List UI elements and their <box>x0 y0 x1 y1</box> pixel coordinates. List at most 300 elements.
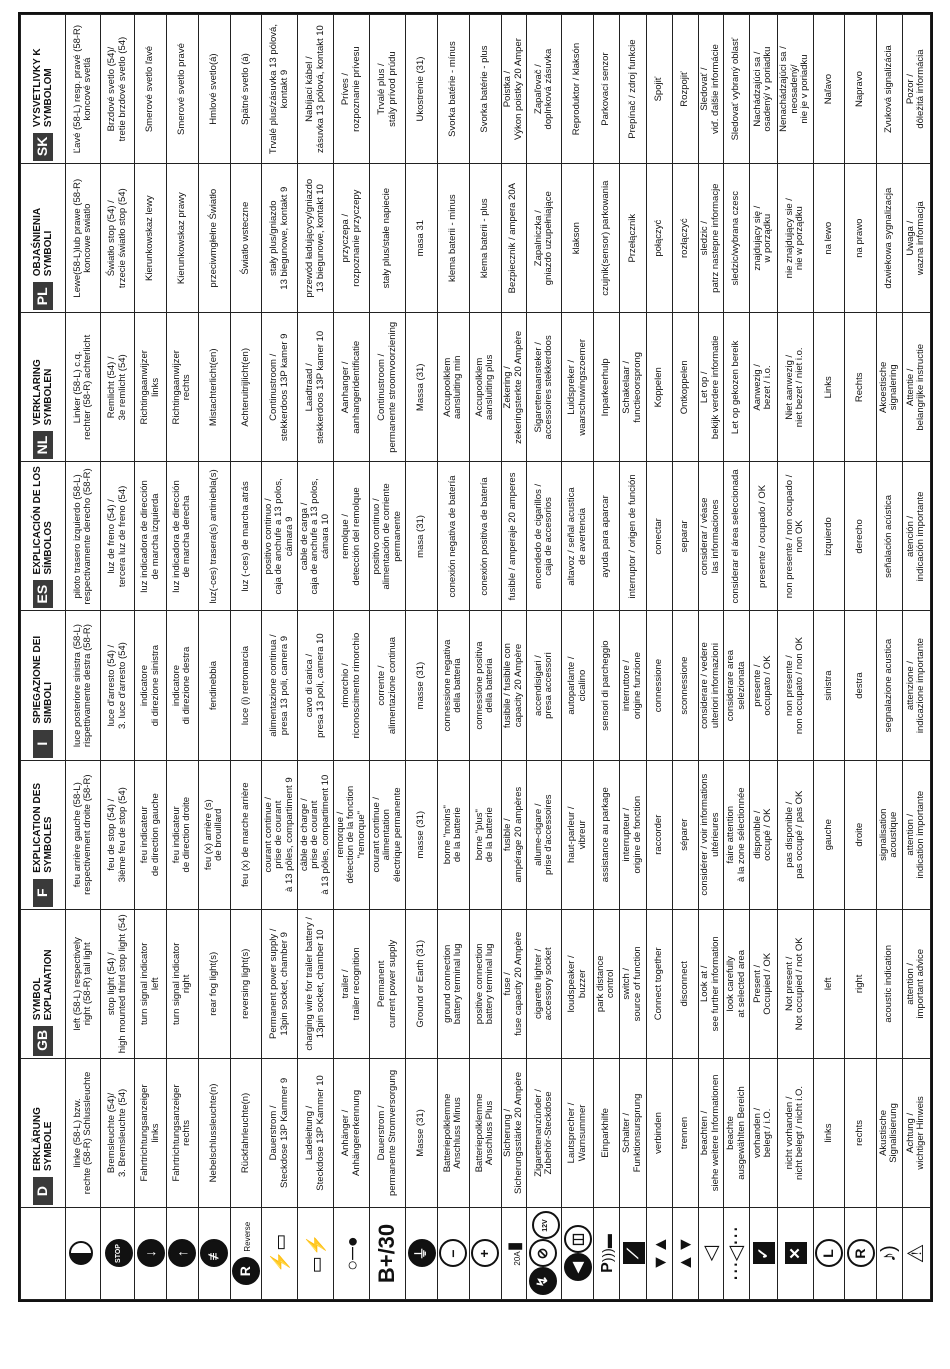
description-cell-sk: Rozpojiť <box>673 15 699 164</box>
description-cell-nl: Richtingaanwijzer links <box>135 313 167 462</box>
table-row <box>813 15 845 1300</box>
description-cell-nl: Richtingaanwijzer rechts <box>167 313 199 462</box>
description-cell-i: connessione <box>647 611 673 760</box>
description-cell-pl: Lewe(58-L)lub prawe (58-R) koncowe swiatlo <box>66 164 101 313</box>
language-header-nl <box>21 313 66 462</box>
language-code-badge: ES <box>33 581 53 609</box>
description-cell-pl: Zapalniczka / gniazdo uzupełniające <box>527 164 562 313</box>
description-cell-pl: Kierunkowskaz prawy <box>167 164 199 313</box>
description-cell-f: droite <box>845 760 877 909</box>
description-cell-gb: reversing light(s) <box>230 909 262 1058</box>
description-cell-gb: park distance control <box>593 909 619 1058</box>
disconnect-icon <box>673 1208 699 1300</box>
description-cell-pl: Światło stop (54) / trzecie światło stop (54) <box>101 164 135 313</box>
description-cell-es: señalación acústica <box>877 462 903 611</box>
description-cell-d: Sicherung / Sicherungsstärke 20 Ampère <box>501 1058 527 1207</box>
description-cell-i: corrente / alimentazione continua <box>370 611 406 760</box>
description-cell-es: separar <box>673 462 699 611</box>
language-header-title: ERKLÄRUNG SYMBOLE <box>32 1107 54 1171</box>
description-cell-d: vorhanden / belegt / i.O. <box>749 1058 777 1207</box>
warning-icon <box>902 1208 930 1300</box>
language-header-pl <box>21 164 66 313</box>
description-cell-f: courant continue / prise de courant à 13 pôles, compartiment 9 <box>262 760 298 909</box>
description-cell-sk: Trvalé plus / stály prívod prúdu <box>370 15 406 164</box>
description-cell-d: Schalter / Funktionsursprung <box>619 1058 647 1207</box>
description-cell-i: sconnessione <box>673 611 699 760</box>
description-cell-d: beachten / siehe weitere Informationen <box>698 1058 724 1207</box>
description-cell-pl: sledzic/wybrana czesc <box>724 164 750 313</box>
description-cell-nl: Aanwezig / bezet / i.o. <box>749 313 777 462</box>
language-header-title: VERKLARING SYMBOLEN <box>32 359 54 426</box>
switch-icon <box>619 1208 647 1300</box>
description-cell-nl: Rechts <box>845 313 877 462</box>
description-cell-nl: Mistachterlicht(en) <box>198 313 230 462</box>
description-cell-nl: Sigarettenaansteker / accessoires stekkerdoos <box>527 313 562 462</box>
description-cell-i: masse (31) <box>406 611 438 760</box>
description-cell-nl: Linker (58-L) c.q. rechter (58-R) achterlicht <box>66 313 101 462</box>
description-cell-es: altavoz / señal acustica de avertencia <box>562 462 594 611</box>
table-row <box>724 15 750 1300</box>
description-cell-sk: Svorka batérie - mínus <box>438 15 470 164</box>
language-header-title: VYSVETLIVKY K SYMBOLOM <box>32 48 54 128</box>
description-cell-sk: Pozor / dôležitá informácia <box>902 15 930 164</box>
description-cell-pl: znajdujący się / w porządku <box>749 164 777 313</box>
cross-icon <box>777 1208 813 1300</box>
description-cell-f: allume-cigare / prise d'accessoires <box>527 760 562 909</box>
icon-glyph: ♪) <box>878 1245 901 1262</box>
description-cell-es: izquierdo <box>813 462 845 611</box>
language-code-badge: GB <box>33 1026 53 1056</box>
language-header-title: EXPLICATION DES SYMBOLES <box>32 782 54 873</box>
description-cell-sk: Brzdové svetlo (54)/ tretie brzdové svetlo (54) <box>101 15 135 164</box>
description-cell-es: conexión positiva de batería <box>469 462 501 611</box>
description-cell-d: Achtung / wichtiger Hinweis <box>902 1058 930 1207</box>
description-cell-sk: Napravo <box>845 15 877 164</box>
description-cell-pl: przyczepa / rozpoznanie przyczepy <box>334 164 370 313</box>
description-cell-d: Lautsprecher / Warnsummer <box>562 1058 594 1207</box>
description-cell-es: luz indicadora de dirección de marcha derecha <box>167 462 199 611</box>
description-cell-d: linke (58-L) bzw. rechte (58-R) Schlussleuchte <box>66 1058 101 1207</box>
table-row <box>298 15 334 1300</box>
table-row <box>438 15 470 1300</box>
icon-glyph: R <box>232 1257 260 1285</box>
description-cell-sk: Spätné svetlo (á) <box>230 15 262 164</box>
table-row <box>527 15 562 1300</box>
description-cell-gb: Ground or Earth (31) <box>406 909 438 1058</box>
park-assist-icon <box>593 1208 619 1300</box>
description-cell-f: feu indicateur de direction gauche <box>135 760 167 909</box>
description-cell-gb: rear fog light(s) <box>198 909 230 1058</box>
description-cell-f: assistance au parkage <box>593 760 619 909</box>
description-cell-d: Rückfahrleuchte(n) <box>230 1058 262 1207</box>
description-cell-pl: Uwaga / wazna informacja <box>902 164 930 313</box>
permanent-power-icon <box>262 1208 298 1300</box>
eye-icon <box>698 1208 724 1300</box>
icon-glyph: ▲▼ <box>675 1235 696 1272</box>
description-cell-pl: klema baterii - plus <box>469 164 501 313</box>
description-cell-pl: masa 31 <box>406 164 438 313</box>
description-cell-sk: Nabíjací kábel / zásuvka 13 pólová, kontakt 10 <box>298 15 334 164</box>
description-cell-i: interruttore / origine funzione <box>619 611 647 760</box>
icon-glyph: ↑ <box>168 1240 196 1268</box>
description-cell-d: Fahrtrichtungsanzeiger rechts <box>167 1058 199 1207</box>
description-cell-nl: Let op gekozen bereik <box>724 313 750 462</box>
description-cell-es: ayuda para aparcar <box>593 462 619 611</box>
icon-glyph: B+/30 <box>374 1223 400 1284</box>
description-cell-i: luce posteriore sinistra (58-L) rispettivamente destra (58-R) <box>66 611 101 760</box>
description-cell-pl: Przełącznik <box>619 164 647 313</box>
description-cell-d: Batteriepolklemme Anschluss Plus <box>469 1058 501 1207</box>
trailer-icon <box>334 1208 370 1300</box>
icon-glyph: ↯ <box>529 1268 557 1296</box>
description-cell-d: Masse (31) <box>406 1058 438 1207</box>
language-header-title: SYMBOL EXPLANATION <box>32 949 54 1021</box>
description-cell-f: séparer <box>673 760 699 909</box>
icon-glyph: ≢ <box>200 1240 228 1268</box>
description-cell-pl: rozłączyć <box>673 164 699 313</box>
description-cell-gb: left (58-L) respectively right (58-R) tail light <box>66 909 101 1058</box>
language-header-title: EXPLICACIÓN DE LOS SÍMBOLOS <box>32 466 54 575</box>
description-cell-gb: stop light (54) / high mounted third stop light (54) <box>101 909 135 1058</box>
icon-glyph: ⏚ <box>408 1240 436 1268</box>
table-row <box>198 15 230 1300</box>
description-cell-d: Dauerstrom / Steckdose 13P Kammer 9 <box>262 1058 298 1207</box>
description-cell-f: signalisation acoustique <box>877 760 903 909</box>
description-cell-f: feu (x) de marche arrière <box>230 760 262 909</box>
description-cell-gb: attention / important advice <box>902 909 930 1058</box>
icon-glyph: ⚠ <box>903 1243 929 1264</box>
icon-glyph: ○─● <box>341 1236 362 1271</box>
description-cell-gb: Permanent power supply / 13pin socket, chamber 9 <box>262 909 298 1058</box>
icon-glyph: ✕ <box>785 1243 807 1265</box>
table-row <box>673 15 699 1300</box>
description-cell-nl: Niet aanwezig / niet bezet / niet i.o. <box>777 313 813 462</box>
description-cell-d: Akustische Signalisierung <box>877 1058 903 1207</box>
description-cell-sk: Ukostrenie (31) <box>406 15 438 164</box>
language-header-i <box>21 611 66 760</box>
acoustic-icon <box>877 1208 903 1300</box>
table-row <box>845 15 877 1300</box>
language-header-gb <box>21 909 66 1058</box>
description-cell-gb: Permanent current power supply <box>370 909 406 1058</box>
description-cell-gb: turn signal indicator left <box>135 909 167 1058</box>
table-row <box>562 15 594 1300</box>
description-cell-gb: Connect together <box>647 909 673 1058</box>
description-cell-nl: Continustroom / stekkerdoos 13P kamer 9 <box>262 313 298 462</box>
description-cell-nl: Laadtraad / stekkerdoos 13P kamer 10 <box>298 313 334 462</box>
description-cell-d: Ladeleitung / Steckdose 13P Kammer 10 <box>298 1058 334 1207</box>
description-cell-pl: połączyć <box>647 164 673 313</box>
description-cell-i: connessione negativa della batteria <box>438 611 470 760</box>
description-cell-sk: Sledovať vybraný oblasť <box>724 15 750 164</box>
description-cell-sk: Naľavo <box>813 15 845 164</box>
cigarette-lighter-icon <box>527 1208 562 1300</box>
description-cell-f: fusible / ampérage 20 ampères <box>501 760 527 909</box>
description-cell-es: masa (31) <box>406 462 438 611</box>
description-cell-d: Nebelschlussleuchte(n) <box>198 1058 230 1207</box>
description-cell-d: Anhänger / Anhängererkennung <box>334 1058 370 1207</box>
description-cell-i: luce d'arresto (54) / 3. luce d'arresto (54) <box>101 611 135 760</box>
description-cell-f: câble de charge / prise de courant à 13 pôles, compartiment 10 <box>298 760 334 909</box>
description-cell-f: feu indicateur de direction droite <box>167 760 199 909</box>
table-row <box>777 15 813 1300</box>
table-row <box>698 15 724 1300</box>
description-cell-d: rechts <box>845 1058 877 1207</box>
description-cell-es: interruptor / origen de función <box>619 462 647 611</box>
table-row <box>101 15 135 1300</box>
icon-glyph: ↓ <box>137 1240 165 1268</box>
description-cell-gb: trailer / trailer recognition <box>334 909 370 1058</box>
description-cell-nl: Ontkoppelen <box>673 313 699 462</box>
description-cell-gb: look carefully at selected area <box>724 909 750 1058</box>
description-cell-i: fendinebbia <box>198 611 230 760</box>
left-half-circle-icon <box>66 1208 101 1300</box>
icon-glyph: R <box>847 1240 875 1268</box>
table-row <box>370 15 406 1300</box>
right-circle-icon <box>845 1208 877 1300</box>
description-cell-pl: Bezpiecznik / ampera 20A <box>501 164 527 313</box>
description-cell-es: conectar <box>647 462 673 611</box>
eye-area-icon <box>724 1208 750 1300</box>
description-cell-f: masse (31) <box>406 760 438 909</box>
description-cell-pl: nie znajdujący sie / nie w porządku <box>777 164 813 313</box>
description-cell-f: attention / indication importante <box>902 760 930 909</box>
description-cell-es: encendedo de cigarillos / caja de accesorios <box>527 462 562 611</box>
description-cell-d: links <box>813 1058 845 1207</box>
fuse-icon <box>501 1208 527 1300</box>
table-row <box>66 15 101 1300</box>
description-cell-sk: Ľavé (58-L) resp. pravé (58-R) koncové svetlá <box>66 15 101 164</box>
description-cell-pl: na prawo <box>845 164 877 313</box>
language-header-es <box>21 462 66 611</box>
table-row <box>167 15 199 1300</box>
description-cell-i: connessione positiva della batteria <box>469 611 501 760</box>
language-header-title: SPIEGAZIONE DEI SIMBOLI <box>32 635 54 724</box>
description-cell-i: presente / occupato / OK <box>749 611 777 760</box>
table-row <box>749 15 777 1300</box>
icon-glyph: 20A <box>512 1251 522 1266</box>
icon-glyph: ⚡▭ <box>269 1233 290 1274</box>
table-row <box>230 15 262 1300</box>
icon-glyph: + <box>471 1240 499 1268</box>
description-cell-nl: Remlicht (54) / 3e remlicht (54) <box>101 313 135 462</box>
fog-light-icon <box>198 1208 230 1300</box>
description-cell-d: Dauerstrom / permanente Stromversorgung <box>370 1058 406 1207</box>
symbol-table-body <box>66 15 931 1300</box>
icon-glyph: )))▬ <box>599 1234 616 1263</box>
icon-glyph <box>68 1241 94 1267</box>
description-cell-pl: na lewo <box>813 164 845 313</box>
icon-glyph: ▮ <box>503 1241 524 1252</box>
description-cell-nl: Koppelen <box>647 313 673 462</box>
description-cell-i: sinistra <box>813 611 845 760</box>
description-cell-f: haut-parleur / vibreur <box>562 760 594 909</box>
description-cell-gb: disconnect <box>673 909 699 1058</box>
stop-icon <box>101 1208 135 1300</box>
description-cell-gb: switch / source of function <box>619 909 647 1058</box>
description-cell-pl: przeciwmgłełne Światło <box>198 164 230 313</box>
description-cell-pl: stały plus/gniazdo 13 biegunowe, kontakt 9 <box>262 164 298 313</box>
icon-glyph: − <box>439 1240 467 1268</box>
description-cell-sk: Reproduktor / klaksón <box>562 15 594 164</box>
description-cell-i: fusibile / fusibile con capacity 20 Ampère <box>501 611 527 760</box>
description-cell-pl: czujnik(sensor) parkowania <box>593 164 619 313</box>
icon-glyph: 12V <box>532 1212 560 1240</box>
description-cell-es: derecho <box>845 462 877 611</box>
table-row <box>406 15 438 1300</box>
language-code-badge: SK <box>33 133 53 161</box>
description-cell-f: borne "plus" de la batterie <box>469 760 501 909</box>
icon-glyph: ⟋ <box>623 1243 645 1265</box>
description-cell-d: Batteriepolklemme Anschluss Minus <box>438 1058 470 1207</box>
description-cell-gb: cigarette lighter / accessory socket <box>527 909 562 1058</box>
table-row <box>262 15 298 1300</box>
table-row <box>135 15 167 1300</box>
description-cell-f: considérer / voir informations ultérieures <box>698 760 724 909</box>
connect-icon <box>647 1208 673 1300</box>
symbol-legend-sheet <box>18 12 933 1302</box>
description-cell-sk: Príves / rozpoznanie prívesu <box>334 15 370 164</box>
table-row <box>593 15 619 1300</box>
description-cell-pl: przewód ładującycy/gniazdo 13 biegunowe, kontakt 10 <box>298 164 334 313</box>
description-cell-sk: Trvalé plus/zásuvka 13 pólová, kontakt 9 <box>262 15 298 164</box>
description-cell-sk: Zapaľovač / doplnková zásuvka <box>527 15 562 164</box>
description-cell-es: positivo continuo / caja de anchufe a 13 polos, cámara 9 <box>262 462 298 611</box>
description-cell-gb: Not present / Not occupied / not OK <box>777 909 813 1058</box>
description-cell-es: cable de carga / caja de anchufe a 13 polos, cámara 10 <box>298 462 334 611</box>
symbol-table <box>20 14 931 1300</box>
description-cell-nl: Akoestische signalering <box>877 313 903 462</box>
description-cell-es: presente / ocupado / OK <box>749 462 777 611</box>
description-cell-es: positivo continuo / alimentación de corriente permanente <box>370 462 406 611</box>
ground-icon <box>406 1208 438 1300</box>
icon-glyph: ▼▲ <box>649 1235 670 1272</box>
description-cell-f: faire attention à la zone sélectionnée <box>724 760 750 909</box>
icon-glyph: STOP <box>105 1240 133 1268</box>
description-cell-i: segnalazione acustica <box>877 611 903 760</box>
table-row <box>501 15 527 1300</box>
description-cell-pl: stały plus/stałe napiecie <box>370 164 406 313</box>
description-cell-sk: Hmlové svetlo(á) <box>198 15 230 164</box>
table-row <box>619 15 647 1300</box>
description-cell-nl: Continustroom / permanente stroomvoorziening <box>370 313 406 462</box>
description-cell-i: considerare area selezionata <box>724 611 750 760</box>
description-cell-es: piloto trasero izquierdo (58-L) respectivamente derecho (58-R) <box>66 462 101 611</box>
description-cell-nl: Massa (31) <box>406 313 438 462</box>
description-cell-pl: klema baterii - minus <box>438 164 470 313</box>
icon-glyph: Reverse <box>243 1221 253 1252</box>
description-cell-f: gauche <box>813 760 845 909</box>
description-cell-es: luz indicadora de dirección de marcha izquierda <box>135 462 167 611</box>
description-cell-d: trennen <box>673 1058 699 1207</box>
icon-glyph: ⊘ <box>529 1240 557 1268</box>
description-cell-es: luz (-ces) de marcha atrás <box>230 462 262 611</box>
description-cell-f: courant continue / alimentation électrique permanente <box>370 760 406 909</box>
description-cell-gb: Look at / see further information <box>698 909 724 1058</box>
description-cell-d: Bremsleuchte (54)/ 3. Bremsleuchte (54) <box>101 1058 135 1207</box>
description-cell-es: luz(-ces) trasera(s) antiniebla(s) <box>198 462 230 611</box>
description-cell-d: nicht vorhanden / nicht belegt / nicht i.O. <box>777 1058 813 1207</box>
description-cell-es: considerar el área seleccionada <box>724 462 750 611</box>
description-cell-pl: Światło wsteczne <box>230 164 262 313</box>
description-cell-nl: Attentie / belangrijke instructie <box>902 313 930 462</box>
icon-glyph: ▭⚡ <box>305 1233 326 1274</box>
description-cell-d: verbinden <box>647 1058 673 1207</box>
symbol-column-header <box>21 1208 66 1300</box>
language-code-badge: I <box>33 730 53 758</box>
description-cell-gb: right <box>845 909 877 1058</box>
description-cell-i: alimentazione continua / presa 13 poli, camera 9 <box>262 611 298 760</box>
table-row <box>334 15 370 1300</box>
description-cell-nl: Luidspreker / waarschuwingszoemer <box>562 313 594 462</box>
description-cell-pl: Kierunkowskaz lewy <box>135 164 167 313</box>
description-cell-es: atención / indicación importante <box>902 462 930 611</box>
language-header-f <box>21 760 66 909</box>
description-cell-d: Einparkhilfe <box>593 1058 619 1207</box>
description-cell-nl: Accupoolklem aansluiting plus <box>469 313 501 462</box>
description-cell-gb: turn signal indicator right <box>167 909 199 1058</box>
description-cell-nl: Zekering / zekeringsterkte 20 Ampère <box>501 313 527 462</box>
description-cell-sk: Prepínač / zdroj funkcie <box>619 15 647 164</box>
description-cell-f: disponible / occupé / OK <box>749 760 777 909</box>
table-row <box>877 15 903 1300</box>
icon-glyph: ◫ <box>564 1226 592 1254</box>
language-code-badge: D <box>33 1177 53 1205</box>
description-cell-d: Fahrtrichtungsanzeiger links <box>135 1058 167 1207</box>
reverse-light-icon <box>230 1208 262 1300</box>
description-cell-i: luce (i) retromarcia <box>230 611 262 760</box>
b30-icon <box>370 1208 406 1300</box>
plus-icon <box>469 1208 501 1300</box>
description-cell-sk: Poistka / Výkon poistky 20 Amper <box>501 15 527 164</box>
icon-glyph: P <box>599 1262 617 1273</box>
description-cell-i: accendisigari / presa accessori <box>527 611 562 760</box>
description-cell-gb: acoustic indication <box>877 909 903 1058</box>
check-icon <box>749 1208 777 1300</box>
icon-glyph: ◁ <box>699 1245 722 1262</box>
description-cell-sk: Smerové svetlo ľavé <box>135 15 167 164</box>
language-code-badge: PL <box>33 282 53 310</box>
table-row <box>902 15 930 1300</box>
description-cell-es: fusible / amperaje 20 amperes <box>501 462 527 611</box>
table-row <box>647 15 673 1300</box>
description-cell-sk: Svorka batérie - plus <box>469 15 501 164</box>
description-cell-d: beachte ausgewählten Bereich <box>724 1058 750 1207</box>
description-cell-nl: Achteruitrijlicht(en) <box>230 313 262 462</box>
description-cell-d: Zigarettenanzünder / Zubehör-Steckdose <box>527 1058 562 1207</box>
description-cell-f: feu arrière gauche (58-L) respectivement droite (58-R) <box>66 760 101 909</box>
description-cell-gb: fuse / fuse capacity 20 Ampère <box>501 909 527 1058</box>
description-cell-f: feu de stop (54) / 3ième feu de stop (54) <box>101 760 135 909</box>
description-cell-i: indicatore di direzione sinistra <box>135 611 167 760</box>
description-cell-sk: Nachádzajúci sa / osadený/ v poriadku <box>749 15 777 164</box>
description-cell-f: remorque / détection de la fonction "remorque" <box>334 760 370 909</box>
description-cell-pl: dzwiekowa sygnalizacja <box>877 164 903 313</box>
language-header-title: OBJAŚNIENIA SYMBOLI <box>32 208 54 277</box>
description-cell-sk: Spojiť <box>647 15 673 164</box>
description-cell-f: interrupteur / origine de fonction <box>619 760 647 909</box>
description-cell-es: non presente / non ocupado / non OK <box>777 462 813 611</box>
description-cell-gb: Present / Occupied / OK <box>749 909 777 1058</box>
description-cell-i: sensori di parcheggio <box>593 611 619 760</box>
description-cell-es: conexión negativa de batería <box>438 462 470 611</box>
description-cell-i: cavo di carica / presa 13 poli, camera 10 <box>298 611 334 760</box>
icon-glyph: ✓ <box>753 1243 775 1265</box>
description-cell-f: pas disponible / pas occupé / pas OK <box>777 760 813 909</box>
description-cell-f: borne "moins" de la batterie <box>438 760 470 909</box>
description-cell-gb: left <box>813 909 845 1058</box>
description-cell-nl: Accupoolklem aansluiting min <box>438 313 470 462</box>
